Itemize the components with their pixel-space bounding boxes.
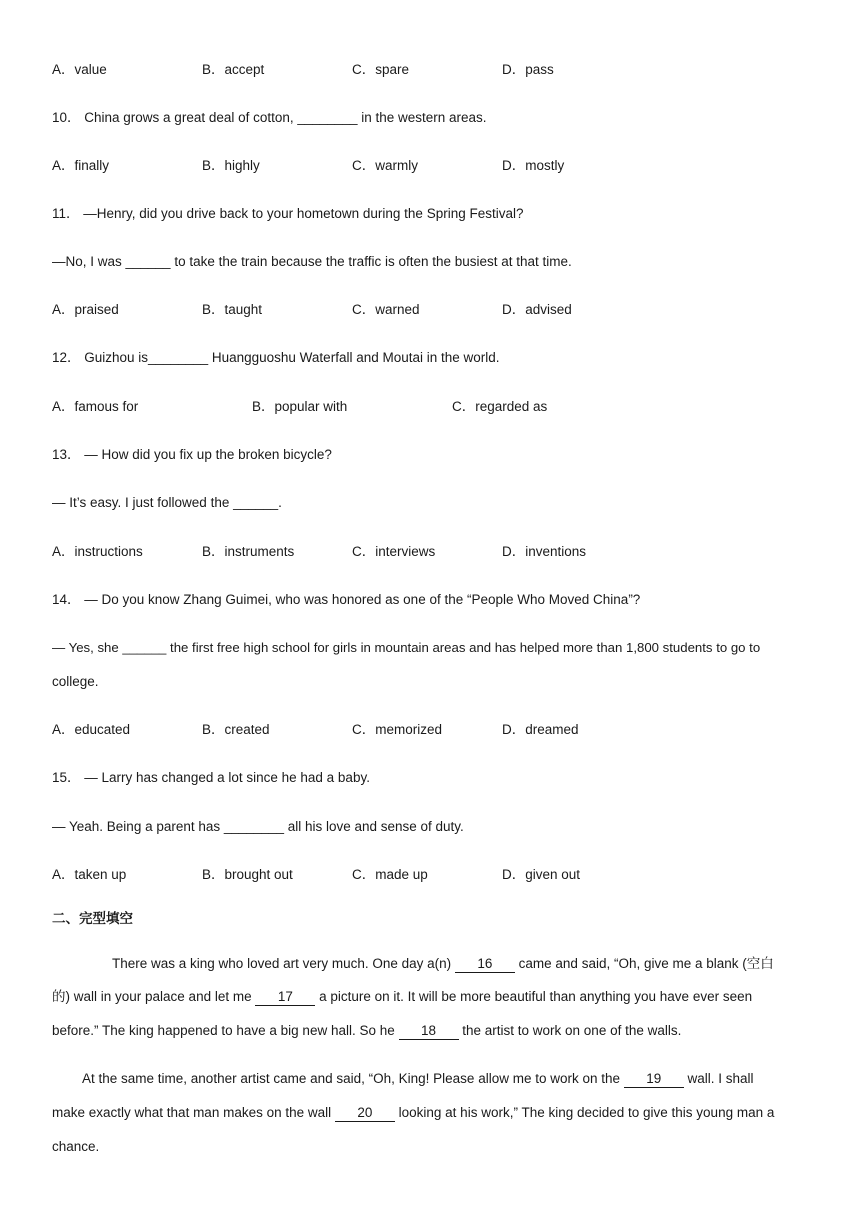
q15-question: 15． — Larry has changed a lot since he had a baby. (52, 770, 370, 785)
blank-20[interactable]: 20 (335, 1105, 395, 1122)
q11-option-d[interactable]: D．advised (502, 302, 572, 317)
q15-option-d[interactable]: D．given out (502, 867, 581, 882)
q12-option-b[interactable]: B．popular with (252, 399, 348, 414)
blank-19[interactable]: 19 (624, 1071, 684, 1088)
q11-option-b[interactable]: B．taught (202, 302, 263, 317)
passage-text: a picture on it. It will be more beautiful than anything you have ever seen (315, 989, 753, 1004)
q14-question: 14． — Do you know Zhang Guimei, who was honored as one of the “People Who Moved China”? (52, 592, 641, 607)
passage-text: At the same time, another artist came and said, “Oh, King! Please allow me to work on the (82, 1071, 624, 1086)
q11-question: 11． —Henry, did you drive back to your hometown during the Spring Festival? (52, 206, 524, 221)
passage-text: the artist to work on one of the walls. (458, 1023, 682, 1038)
passage-text: looking at his work,” The king decided to give this young man a (394, 1105, 775, 1120)
q9-option-c[interactable]: C．spare (352, 62, 410, 77)
q10-option-c[interactable]: C．warmly (352, 158, 418, 173)
q12-option-a[interactable]: A．famous for (52, 399, 139, 414)
q11-option-a[interactable]: A．praised (52, 302, 119, 317)
q14-option-a[interactable]: A．educated (52, 722, 131, 737)
q13-option-c[interactable]: C．interviews (352, 544, 436, 559)
passage-p1-line-2 (52, 987, 752, 1007)
q15-option-c[interactable]: C．made up (352, 867, 428, 882)
passage-text: came and said, “Oh, give me a blank (空白 (514, 956, 774, 971)
passage-p2-line-1 (52, 1069, 754, 1089)
passage-text: before.” The king happened to have a big new hall. So he (52, 1023, 399, 1038)
q10-option-a[interactable]: A．finally (52, 158, 110, 173)
q9-option-b[interactable]: B．accept (202, 62, 265, 77)
passage-text: There was a king who loved art very much. One day a(n) (112, 956, 455, 971)
q13-option-b[interactable]: B．instruments (202, 544, 295, 559)
q13-option-a[interactable]: A．instructions (52, 544, 143, 559)
passage-text: wall. I shall (683, 1071, 754, 1086)
q11-option-c[interactable]: C．warned (352, 302, 420, 317)
q9-option-d[interactable]: D．pass (502, 62, 554, 77)
passage-p1-line-3 (52, 1021, 681, 1041)
q14-option-b[interactable]: B．created (202, 722, 270, 737)
section-heading-cloze: 二、完型填空 (52, 911, 133, 927)
passage-text: make exactly what that man makes on the wall (52, 1105, 335, 1120)
q13-option-d[interactable]: D．inventions (502, 544, 587, 559)
q9-option-a[interactable]: A．value (52, 62, 107, 77)
q10-option-b[interactable]: B．highly (202, 158, 260, 173)
q10-option-d[interactable]: D．mostly (502, 158, 565, 173)
q14-option-d[interactable]: D．dreamed (502, 722, 579, 737)
q14-option-c[interactable]: C．memorized (352, 722, 443, 737)
passage-p2-line-2 (52, 1103, 774, 1123)
blank-17[interactable]: 17 (255, 989, 315, 1006)
q12-option-c[interactable]: C．regarded as (452, 399, 548, 414)
q15-option-b[interactable]: B．brought out (202, 867, 293, 882)
passage-p1-line-1 (52, 954, 774, 974)
q11-answer-line: —No, I was ______ to take the train because the traffic is often the busiest at that time. (52, 254, 572, 269)
q14-answer-line-continued: college. (52, 674, 99, 689)
q12-stem: 12． Guizhou is________ Huangguoshu Waterfall and Moutai in the world. (52, 350, 500, 365)
q14-answer-line: — Yes, she ______ the first free high school for girls in mountain areas and has helped more than 1,800 students to go to (52, 640, 761, 655)
passage-text: 的) wall in your palace and let me (52, 989, 256, 1004)
blank-16[interactable]: 16 (455, 956, 515, 973)
blank-18[interactable]: 18 (399, 1023, 459, 1040)
q15-answer-line: — Yeah. Being a parent has ________ all his love and sense of duty. (52, 819, 464, 834)
q10-stem: 10． China grows a great deal of cotton, ________ in the western areas. (52, 110, 487, 125)
q13-answer-line: — It’s easy. I just followed the ______. (52, 495, 282, 510)
q13-question: 13． — How did you fix up the broken bicycle? (52, 447, 332, 462)
q15-option-a[interactable]: A．taken up (52, 867, 127, 882)
passage-p2-line-3: chance. (52, 1139, 100, 1154)
